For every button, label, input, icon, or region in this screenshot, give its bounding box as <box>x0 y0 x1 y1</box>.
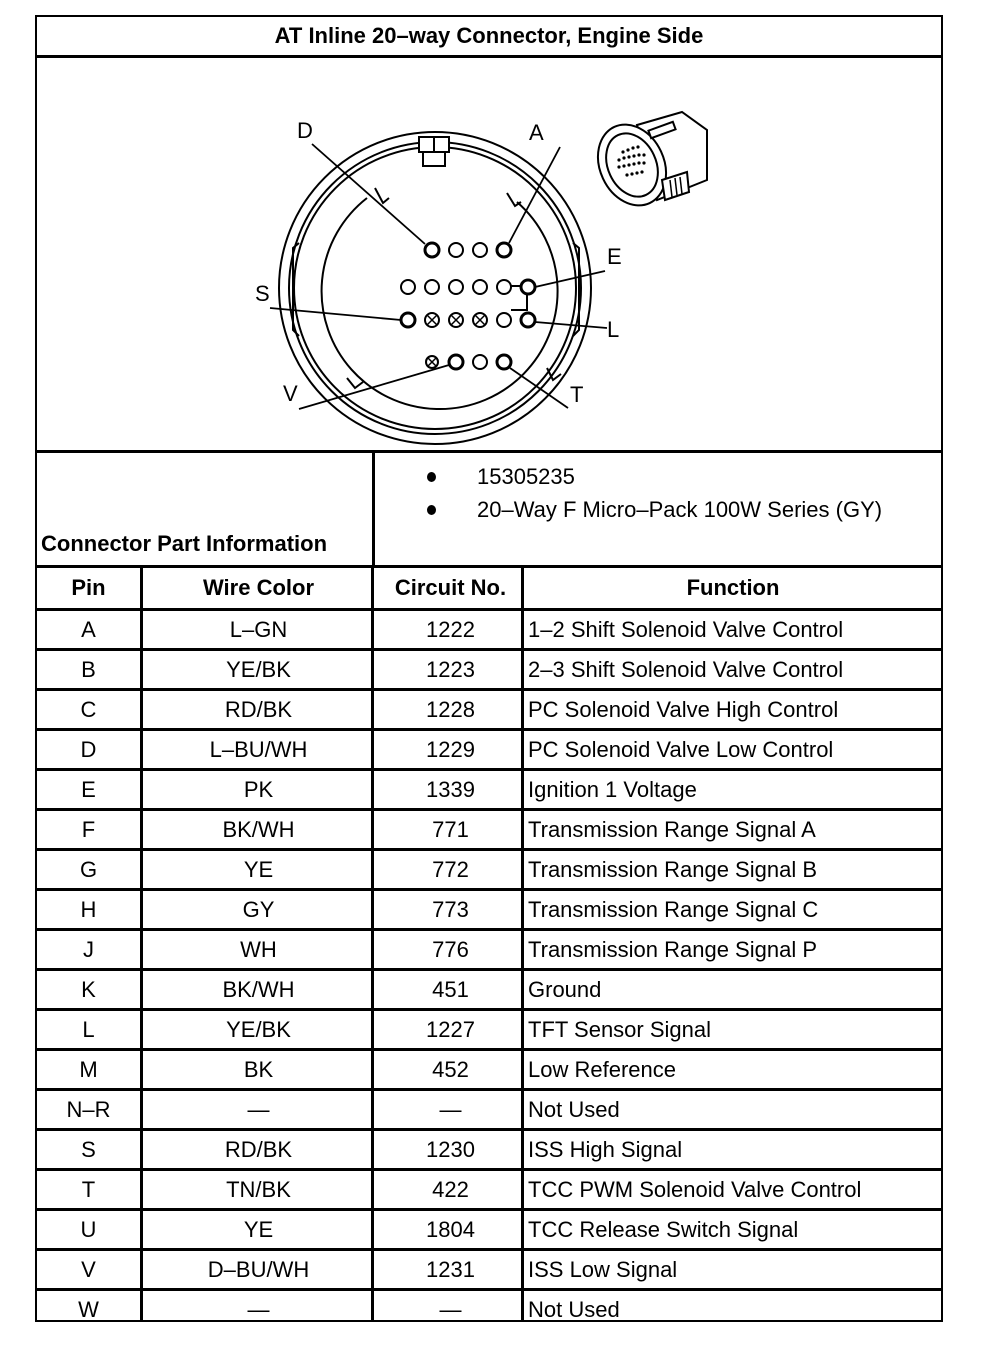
cell-pin: B <box>81 657 96 682</box>
cell-function: Not Used <box>528 1297 620 1322</box>
cell-wire-color: — <box>247 1097 270 1122</box>
cell-circuit: 1229 <box>426 737 475 762</box>
cell-function: Transmission Range Signal A <box>528 817 816 842</box>
cell-pin: K <box>81 977 96 1002</box>
callout-t: T <box>570 382 584 407</box>
cell-pin: F <box>81 817 96 842</box>
cell-wire-color: YE/BK <box>226 657 291 682</box>
cell-wire-color: RD/BK <box>224 697 293 722</box>
cell-wire-color: PK <box>243 777 274 802</box>
cell-wire-color: WH <box>240 937 277 962</box>
connector-part-number <box>427 460 882 493</box>
cell-pin: G <box>79 857 98 882</box>
callout-a: A <box>529 120 544 145</box>
table-row <box>37 651 941 688</box>
cell-pin: L <box>82 1017 95 1042</box>
cell-pin: H <box>80 897 97 922</box>
table-header-row <box>37 568 941 608</box>
callout-d: D <box>297 118 313 143</box>
cell-circuit: 452 <box>432 1057 469 1082</box>
connector-info-label: Connector Part Information <box>41 531 328 556</box>
cell-function: Transmission Range Signal P <box>528 937 817 962</box>
cell-pin: U <box>80 1217 97 1242</box>
table-row <box>37 931 941 968</box>
cell-pin: V <box>81 1257 96 1282</box>
document-title: AT Inline 20–way Connector, Engine Side <box>274 23 704 48</box>
cell-pin: M <box>79 1057 98 1082</box>
cell-function: ISS High Signal <box>528 1137 683 1162</box>
pinout-table <box>37 568 941 1328</box>
table-row <box>37 1211 941 1248</box>
cell-function: Ignition 1 Voltage <box>528 777 697 802</box>
cell-function: 2–3 Shift Solenoid Valve Control <box>528 657 844 682</box>
divider <box>37 450 941 453</box>
cell-wire-color: RD/BK <box>224 1137 293 1162</box>
cell-function: ISS Low Signal <box>528 1257 678 1282</box>
table-row <box>37 771 941 808</box>
table-row <box>37 1091 941 1128</box>
cell-function: Low Reference <box>528 1057 676 1082</box>
table-row <box>37 1171 941 1208</box>
header-circuit: Circuit No. <box>394 575 507 600</box>
cell-wire-color: YE <box>243 857 274 882</box>
cell-circuit: — <box>439 1097 462 1122</box>
callout-l: L <box>607 317 620 342</box>
cell-circuit: 1230 <box>426 1137 475 1162</box>
cell-wire-color: TN/BK <box>226 1177 291 1202</box>
cell-pin: A <box>81 617 96 642</box>
cell-pin: E <box>81 777 96 802</box>
cell-circuit: 772 <box>432 857 469 882</box>
connector-diagram <box>37 58 941 450</box>
table-row <box>37 611 941 648</box>
cell-circuit: 773 <box>432 897 469 922</box>
table-row <box>37 731 941 768</box>
table-row <box>37 971 941 1008</box>
cell-wire-color: YE/BK <box>226 1017 291 1042</box>
cell-function: Ground <box>528 977 602 1002</box>
cell-pin: J <box>83 937 94 962</box>
cell-pin: T <box>81 1177 96 1202</box>
cell-function: Transmission Range Signal C <box>528 897 819 922</box>
callout-s: S <box>255 281 270 306</box>
cell-circuit: 1227 <box>426 1017 475 1042</box>
cell-circuit: 451 <box>432 977 469 1002</box>
callout-v: V <box>283 381 298 406</box>
cell-circuit: 771 <box>432 817 469 842</box>
cell-circuit: 776 <box>432 937 469 962</box>
cell-circuit: 422 <box>432 1177 469 1202</box>
cell-wire-color: D–BU/WH <box>207 1257 310 1282</box>
cell-function: Transmission Range Signal B <box>528 857 817 882</box>
table-row <box>37 891 941 928</box>
table-row <box>37 1251 941 1288</box>
cell-circuit: 1228 <box>426 697 475 722</box>
description-text: 20–Way F Micro–Pack 100W Series (GY) <box>477 497 883 522</box>
pin-cavities <box>401 243 535 369</box>
bullet-icon <box>427 472 436 482</box>
callout-e: E <box>607 244 622 269</box>
part-number-text: 15305235 <box>477 464 575 489</box>
table-row <box>37 851 941 888</box>
cell-wire-color: BK <box>243 1057 274 1082</box>
cell-pin: C <box>80 697 97 722</box>
header-wire-color: Wire Color <box>202 575 315 600</box>
cell-function: 1–2 Shift Solenoid Valve Control <box>528 617 844 642</box>
cell-function: PC Solenoid Valve Low Control <box>528 737 834 762</box>
cell-wire-color: L–GN <box>229 617 288 642</box>
table-row <box>37 1131 941 1168</box>
table-row <box>37 691 941 728</box>
cell-wire-color: BK/WH <box>222 977 295 1002</box>
table-row <box>37 1011 941 1048</box>
divider <box>372 450 375 568</box>
connector-document <box>35 15 943 1322</box>
bullet-icon <box>427 505 436 515</box>
cell-wire-color: GY <box>242 897 275 922</box>
header-pin: Pin <box>71 575 106 600</box>
cell-circuit: — <box>439 1297 462 1322</box>
table-row <box>37 1051 941 1088</box>
cell-circuit: 1339 <box>426 777 475 802</box>
connector-description <box>427 493 882 526</box>
cell-function: PC Solenoid Valve High Control <box>528 697 839 722</box>
cell-pin: W <box>78 1297 99 1322</box>
cell-circuit: 1231 <box>426 1257 475 1282</box>
cell-wire-color: — <box>247 1297 270 1322</box>
table-row <box>37 811 941 848</box>
cell-pin: S <box>81 1137 96 1162</box>
cell-function: TCC PWM Solenoid Valve Control <box>528 1177 862 1202</box>
cell-circuit: 1223 <box>426 657 475 682</box>
header-function: Function <box>686 575 780 600</box>
table-row <box>37 1291 941 1328</box>
connector-face-drawing <box>37 58 941 450</box>
connector-3d-illustration <box>587 100 717 215</box>
cell-function: TFT Sensor Signal <box>528 1017 712 1042</box>
cell-function: TCC Release Switch Signal <box>528 1217 799 1242</box>
cell-wire-color: L–BU/WH <box>209 737 308 762</box>
cell-wire-color: YE <box>243 1217 274 1242</box>
connector-info-list <box>427 460 882 526</box>
cell-wire-color: BK/WH <box>222 817 295 842</box>
cell-function: Not Used <box>528 1097 620 1122</box>
cell-circuit: 1222 <box>426 617 475 642</box>
cell-pin: N–R <box>66 1097 111 1122</box>
cell-pin: D <box>80 737 97 762</box>
cell-circuit: 1804 <box>426 1217 475 1242</box>
